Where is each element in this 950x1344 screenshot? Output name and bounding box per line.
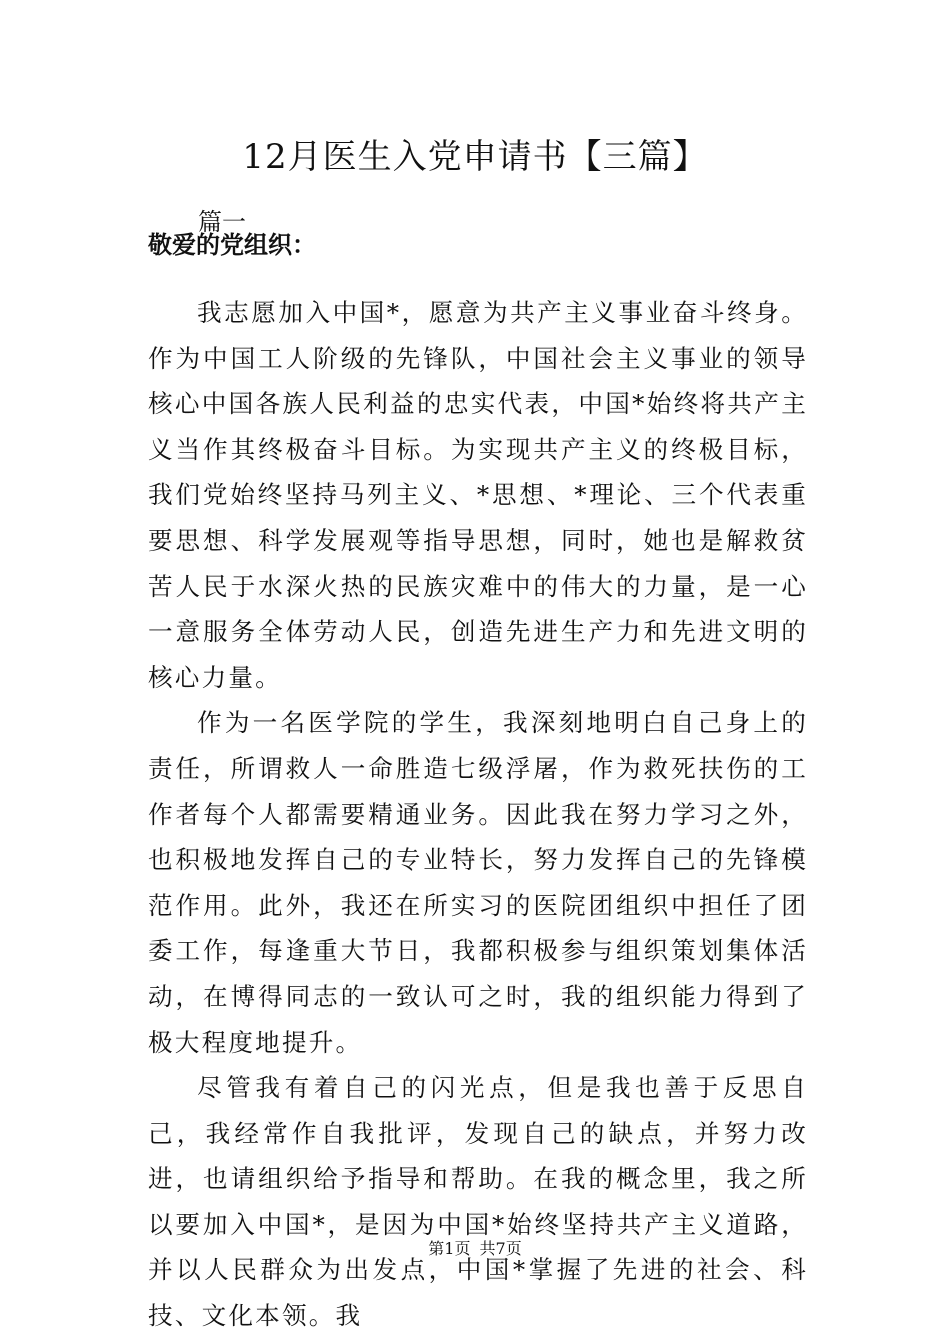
paragraph: 作为一名医学院的学生，我深刻地明白自己身上的责任，所谓救人一命胜造七级浮屠，作为救死扶伤的工作者每个人都需要精通业务。因此我在努力学习之外，也积极地发挥自己的专业特长，努力发挥自己的先锋模范作用。此外，我还在所实习的医院团组织中担任了团委工作，每逢重大节日，我都积极参与组织策划集体活动，在博得同志的一致认可之时，我的组织能力得到了极大程度地提升。 bbox=[148, 708, 808, 1057]
salutation: 敬爱的党组织： bbox=[148, 230, 316, 259]
document-title: 12月医生入党申请书【三篇】 bbox=[242, 137, 708, 177]
paragraph: 我志愿加入中国*，愿意为共产主义事业奋斗终身。作为中国工人阶级的先锋队，中国社会主义事业的领导核心中国各族人民利益的忠实代表，中国*始终将共产主义当作其终极奋斗目标。为实现共产主义的终极目标，我们党始终坚持马列主义、*思想、*理论、三个代表重要思想、科学发展观等指导思想，同时，她也是解救贫苦人民于水深火热的民族灾难中的伟大的力量，是一心一意服务全体劳动人民，创造先进生产力和先进文明的核心力量。 bbox=[148, 298, 808, 692]
page-footer: 第1页 共7页 bbox=[428, 1239, 522, 1258]
body-text bbox=[148, 290, 808, 1339]
paragraph: 尽管我有着自己的闪光点，但是我也善于反思自己，我经常作自我批评，发现自己的缺点，并努力改进，也请组织给予指导和帮助。在我的概念里，我之所以要加入中国*，是因为中国*始终坚持共产主义道路，并以人民群众为出发点，中国*掌握了先进的社会、科技、文化本领。我 bbox=[148, 1073, 808, 1331]
section-label: 篇一 bbox=[198, 208, 246, 236]
